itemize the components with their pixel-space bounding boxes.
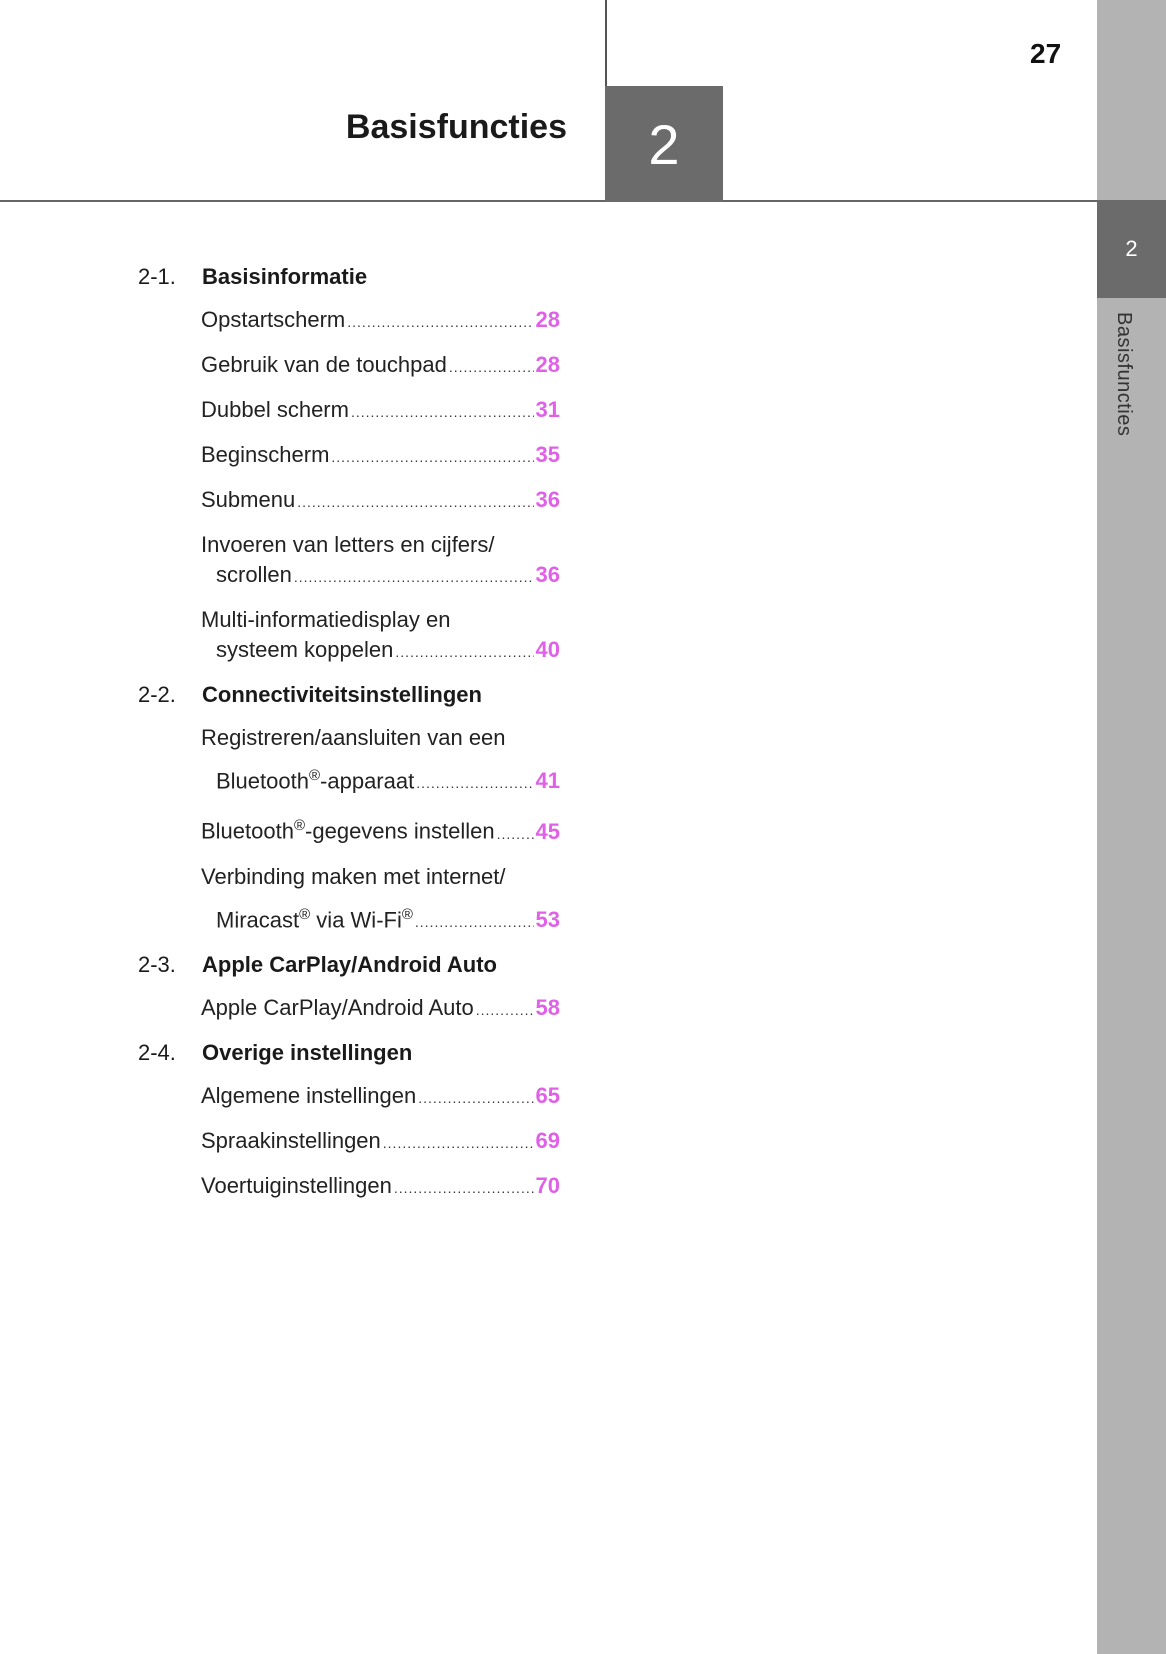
toc-section-number: 2-1. xyxy=(138,264,176,289)
toc-entry[interactable] xyxy=(201,530,560,592)
toc-entry-line xyxy=(201,485,560,517)
toc-entry-title: Registreren/aansluiten van een xyxy=(201,725,506,750)
toc-entry-title: Multi-informatiedisplay en xyxy=(201,607,451,632)
toc-section xyxy=(138,680,560,937)
toc-page-link[interactable]: 65 xyxy=(535,1082,560,1108)
toc-dot-leader xyxy=(347,307,533,337)
toc-entry-line xyxy=(201,723,560,753)
toc-dot-leader xyxy=(497,819,534,849)
toc-entry-title: Beginscherm xyxy=(201,442,330,467)
toc-page-link[interactable]: 70 xyxy=(535,1172,560,1198)
toc-section xyxy=(138,262,560,667)
toc-page-link[interactable]: 45 xyxy=(535,818,560,844)
toc-entry-title: systeem koppelen xyxy=(216,637,394,662)
toc-entry-title: Submenu xyxy=(201,487,296,512)
toc-entry-line xyxy=(201,862,560,892)
toc-page-link[interactable]: 36 xyxy=(535,562,560,587)
toc-page-link[interactable]: 36 xyxy=(535,487,560,512)
toc-entry[interactable] xyxy=(201,605,560,667)
toc-section-heading[interactable] xyxy=(138,950,560,980)
toc-entry-line xyxy=(201,1171,560,1203)
toc-entry[interactable] xyxy=(201,485,560,517)
toc-entry-title: Opstartscherm xyxy=(201,307,346,332)
toc-entry-title: Invoeren van letters en cijfers/ xyxy=(201,532,495,557)
toc-entry-line xyxy=(201,605,560,635)
toc-entry-line xyxy=(201,811,560,848)
toc-entry-line xyxy=(201,635,560,667)
toc-entry[interactable] xyxy=(201,993,560,1025)
toc-entry-title: Voertuiginstellingen xyxy=(201,1172,392,1198)
toc-entry-line xyxy=(201,1081,560,1113)
header-divider-horizontal xyxy=(0,200,1097,202)
toc-dot-leader xyxy=(395,637,533,667)
toc-section-title: Connectiviteitsinstellingen xyxy=(202,682,482,707)
toc-section-number: 2-3. xyxy=(138,951,176,977)
toc-page-link[interactable]: 41 xyxy=(535,768,560,794)
toc-section-heading[interactable] xyxy=(138,262,560,292)
toc-entry-title: Gebruik van de touchpad xyxy=(201,352,447,377)
chapter-number-box: 2 xyxy=(605,86,723,202)
toc-entry-line xyxy=(201,530,560,560)
toc-entry-title: scrollen xyxy=(216,562,292,587)
toc-section-title: Basisinformatie xyxy=(202,264,368,289)
toc-entry[interactable] xyxy=(201,440,560,472)
toc-page-link[interactable]: 35 xyxy=(535,442,560,467)
toc-dot-leader xyxy=(418,1083,533,1113)
toc-section-heading[interactable] xyxy=(138,1038,560,1068)
chapter-title: Basisfuncties xyxy=(345,108,567,146)
toc-dot-leader xyxy=(294,562,534,592)
toc-entry-title: Algemene instellingen xyxy=(201,1082,417,1108)
toc-dot-leader xyxy=(351,397,534,427)
toc-entry-title: Dubbel scherm xyxy=(201,397,349,422)
toc-section-title: Apple CarPlay/Android Auto xyxy=(202,951,497,977)
toc-dot-leader xyxy=(415,907,534,937)
toc-section-heading[interactable] xyxy=(138,680,560,710)
toc-entry-title: Miracast® via Wi-Fi® xyxy=(216,905,413,932)
toc-entry-line xyxy=(201,305,560,337)
toc-dot-leader xyxy=(449,352,534,382)
toc-entry-line xyxy=(201,560,560,592)
toc-entry[interactable] xyxy=(201,395,560,427)
sidebar-chapter-label: Basisfuncties xyxy=(1113,312,1135,437)
toc-entry[interactable] xyxy=(201,723,560,798)
toc-entry-list xyxy=(201,723,560,937)
toc-entry-title: Bluetooth®-apparaat xyxy=(216,767,415,794)
table-of-contents xyxy=(138,262,560,1216)
toc-entry-title: Bluetooth®-gegevens instellen xyxy=(201,817,495,844)
header-divider-vertical xyxy=(605,0,607,86)
toc-page-link[interactable]: 28 xyxy=(535,352,560,377)
toc-entry[interactable] xyxy=(201,1126,560,1158)
toc-section xyxy=(138,950,560,1025)
toc-dot-leader xyxy=(383,1128,534,1158)
toc-dot-leader xyxy=(394,1173,534,1203)
toc-entry[interactable] xyxy=(201,862,560,937)
sidebar-chapter-tab[interactable]: 2 xyxy=(1097,200,1166,298)
toc-section-number: 2-4. xyxy=(138,1039,176,1065)
toc-page-link[interactable]: 28 xyxy=(535,307,560,332)
toc-entry-line xyxy=(201,761,560,798)
toc-entry[interactable] xyxy=(201,1081,560,1113)
toc-entry-list xyxy=(201,1081,560,1203)
toc-page-link[interactable]: 31 xyxy=(535,397,560,422)
toc-dot-leader xyxy=(416,768,533,798)
toc-entry-title: Verbinding maken met internet/ xyxy=(201,863,506,889)
toc-dot-leader xyxy=(476,995,534,1025)
toc-dot-leader xyxy=(331,442,533,472)
page-number: 27 xyxy=(1030,38,1062,69)
toc-dot-leader xyxy=(297,487,533,517)
toc-section-title: Overige instellingen xyxy=(202,1039,413,1065)
toc-page-link[interactable]: 53 xyxy=(535,906,560,932)
toc-entry[interactable] xyxy=(201,1171,560,1203)
toc-entry-line xyxy=(201,350,560,382)
toc-page-link[interactable]: 40 xyxy=(535,637,560,662)
toc-page-link[interactable]: 58 xyxy=(535,994,560,1020)
toc-page-link[interactable]: 69 xyxy=(535,1127,560,1153)
toc-entry-title: Spraakinstellingen xyxy=(201,1127,381,1153)
toc-section xyxy=(138,1038,560,1203)
toc-entry-line xyxy=(201,395,560,427)
toc-section-number: 2-2. xyxy=(138,682,176,707)
toc-entry-line xyxy=(201,900,560,937)
toc-entry-line xyxy=(201,993,560,1025)
toc-entry-list xyxy=(201,305,560,667)
toc-entry[interactable] xyxy=(201,305,560,337)
toc-entry[interactable] xyxy=(201,350,560,382)
toc-entry-line xyxy=(201,1126,560,1158)
toc-entry-line xyxy=(201,440,560,472)
toc-entry-list xyxy=(201,993,560,1025)
toc-entry[interactable] xyxy=(201,811,560,848)
toc-entry-title: Apple CarPlay/Android Auto xyxy=(201,994,474,1020)
